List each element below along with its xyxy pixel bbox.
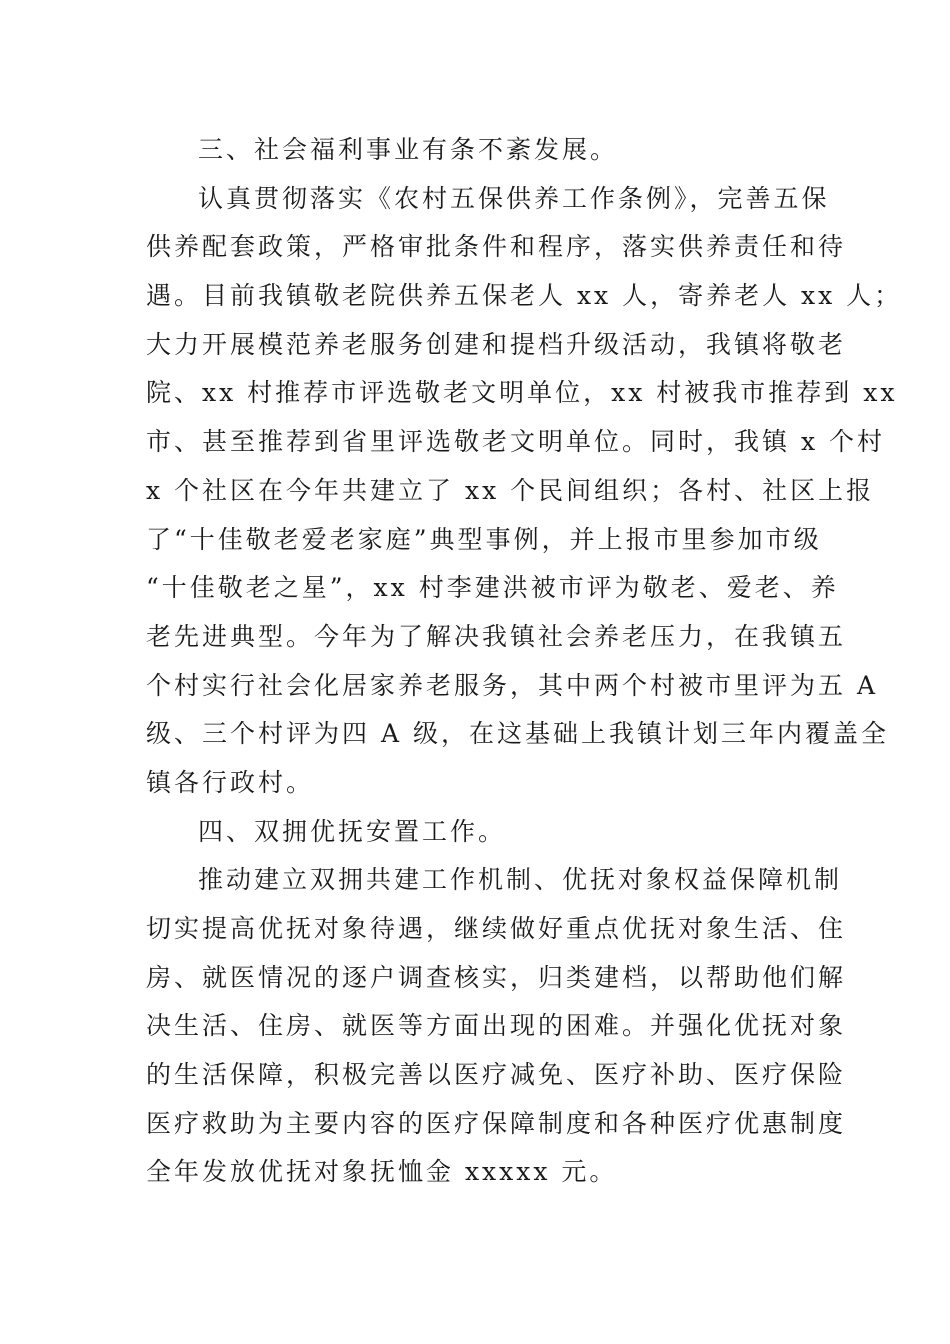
paragraph-line: 市、甚至推荐到省里评选敬老文明单位。同时，我镇 x 个村 (146, 427, 885, 457)
paragraph-line: 切实提高优抚对象待遇，继续做好重点优抚对象生活、住 (146, 914, 847, 943)
paragraph-line: 级、三个村评为四 A 级，在这基础上我镇计划三年内覆盖全 (146, 719, 889, 749)
section-heading-3: 三、社会福利事业有条不紊发展。 (198, 135, 619, 164)
paragraph-line: 个村实行社会化居家养老服务，其中两个村被市里评为五 A (146, 670, 879, 700)
paragraph-line: 镇各行政村。 (146, 767, 315, 797)
paragraph-line: 房、就医情况的逐户调查核实，归类建档，以帮助他们解 (146, 962, 847, 992)
paragraph-line: x 个社区在今年共建立了 xx 个民间组织；各村、社区上报 (146, 475, 875, 505)
document-body (146, 126, 903, 1197)
paragraph-line: “十佳敬老之星”，xx 村李建洪被市评为敬老、爱老、养 (146, 573, 839, 603)
section-heading-4: 四、双拥优抚安置工作。 (198, 816, 507, 846)
paragraph-line: 老先进典型。今年为了解决我镇社会养老压力，在我镇五 (146, 621, 847, 651)
paragraph-line: 的生活保障，积极完善以医疗减免、医疗补助、医疗保险 (146, 1060, 847, 1090)
paragraph-line: 全年发放优抚对象抚恤金 xxxxx 元。 (146, 1157, 618, 1187)
paragraph-line: 院、xx 村推荐市评选敬老文明单位，xx 村被我市推荐到 xx (146, 378, 898, 408)
paragraph-line: 认真贯彻落实《农村五保供养工作条例》，完善五保 (198, 183, 830, 213)
paragraph-line: 大力开展模范养老服务创建和提档升级活动，我镇将敬老 (146, 329, 847, 359)
paragraph-line: 供养配套政策，严格审批条件和程序，落实供养责任和待 (146, 232, 847, 262)
paragraph-line: 决生活、住房、就医等方面出现的困难。并强化优抚对象 (146, 1011, 847, 1041)
paragraph-line: 推动建立双拥共建工作机制、优抚对象权益保障机制 (198, 865, 843, 895)
paragraph-line: 遇。目前我镇敬老院供养五保老人 xx 人，寄养老人 xx 人； (146, 281, 903, 311)
paragraph-line: 了“十佳敬老爱老家庭”典型事例，并上报市里参加市级 (146, 524, 822, 554)
paragraph-line: 医疗救助为主要内容的医疗保障制度和各种医疗优惠制度 (146, 1108, 847, 1138)
